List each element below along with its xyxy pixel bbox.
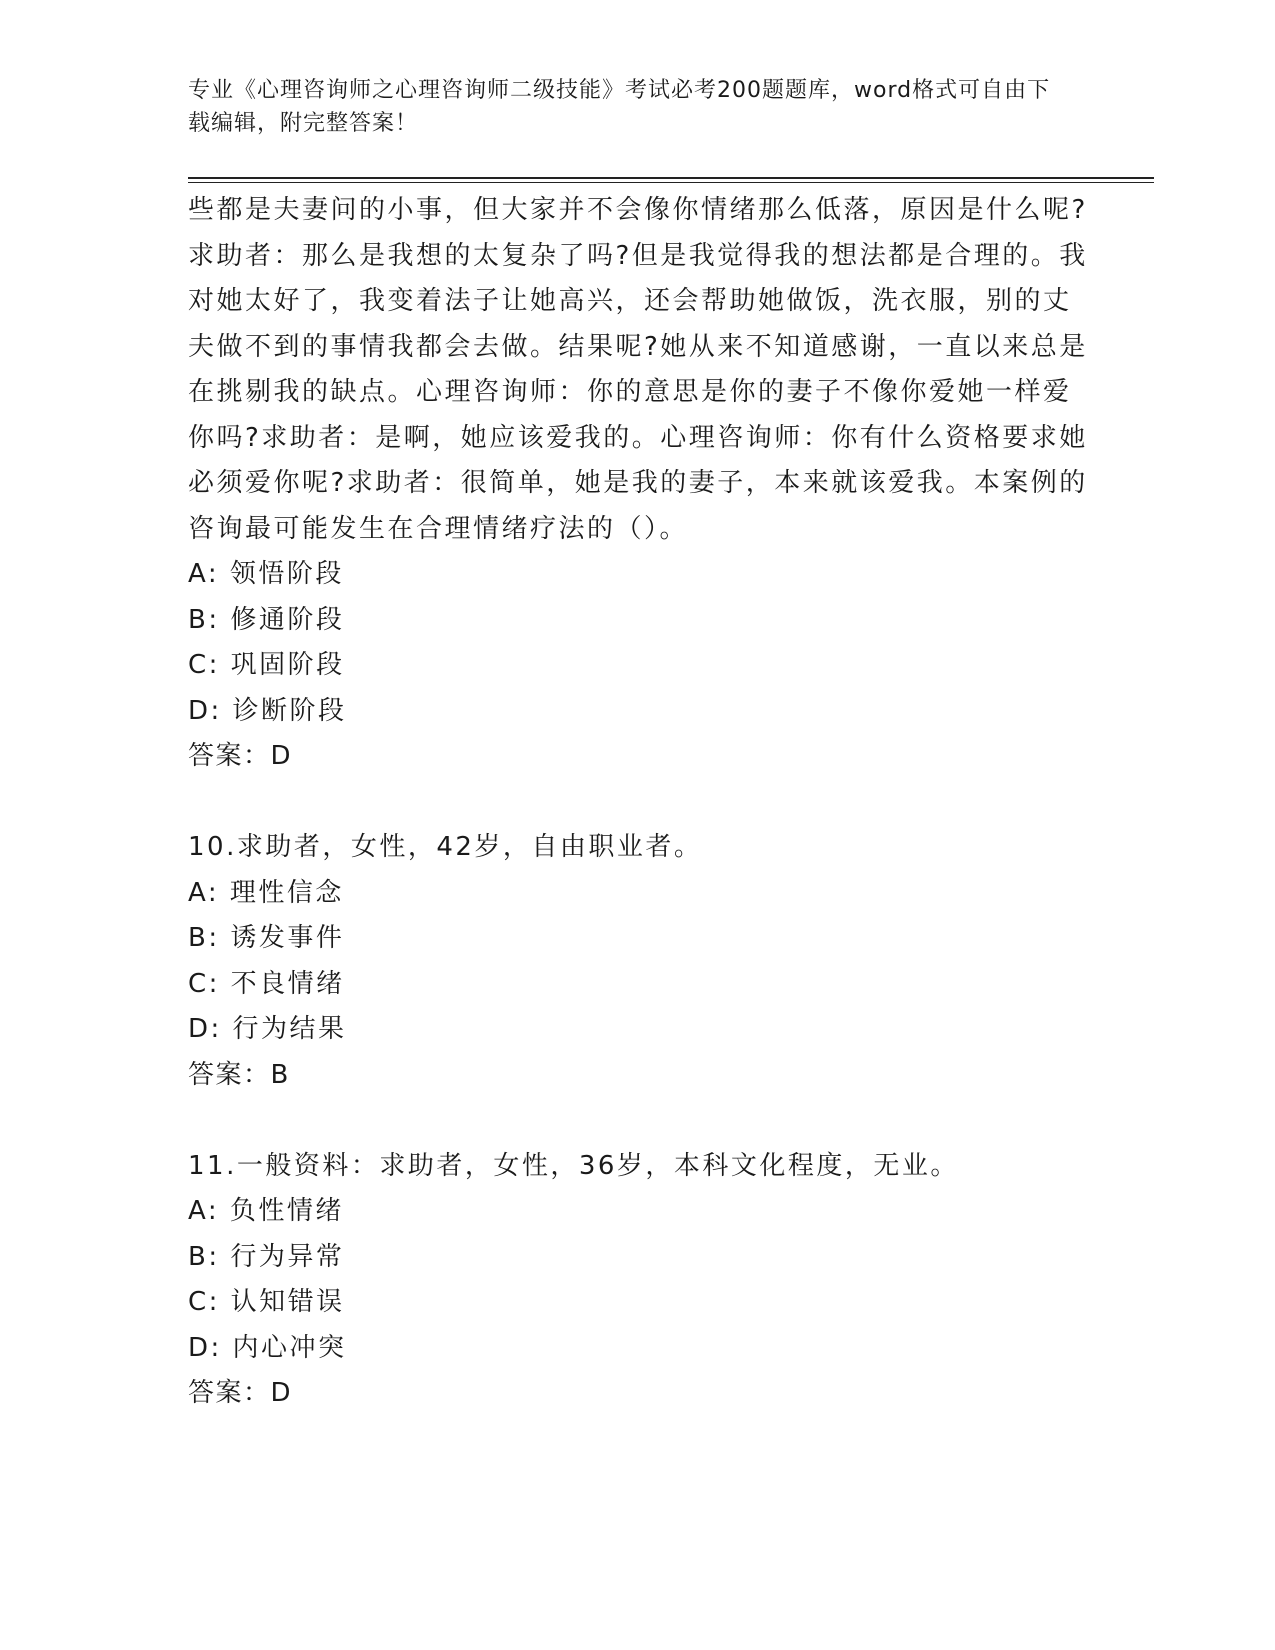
option-b: B: 行为异常 <box>188 1241 345 1272</box>
option-b: B: 修通阶段 <box>188 604 345 635</box>
question-10 <box>188 825 1088 1098</box>
question-continued <box>188 188 1088 780</box>
question-list <box>188 188 1088 1417</box>
answer: 答案：D <box>188 741 293 771</box>
page-header: 专业《心理咨询师之心理咨询师二级技能》考试必考200题题库，word格式可自由下载编辑，附完整答案！ <box>188 78 1051 136</box>
option-d: D: 诊断阶段 <box>188 695 347 726</box>
question-11 <box>188 1144 1088 1417</box>
spacer <box>188 1098 1088 1144</box>
option-c: C: 巩固阶段 <box>188 650 345 680</box>
question-text: 10.求助者，女性，42岁，自由职业者。 <box>188 832 703 862</box>
question-text: 些都是夫妻问的小事，但大家并不会像你情绪那么低落，原因是什么呢?求助者：那么是我想的太复杂了吗?但是我觉得我的想法都是合理的。我对她太好了，我变着法子让她高兴，还会帮助她做饭，洗衣服，别的丈夫做不到的事情我都会去做。结果呢?她从来不知道感谢，一直以来总是在挑剔我的缺点。心理咨询师：你的意思是你的妻子不像你爱她一样爱你吗?求助者：是啊，她应该爱我的。心理咨询师：你有什么资格要求她必须爱你呢?求助者：很简单，她是我的妻子，本来就该爱我。本案例的咨询最可能发生在合理情绪疗法的（）。 <box>188 195 1088 544</box>
answer: 答案：D <box>188 1378 293 1408</box>
question-text: 11.一般资料：求助者，女性，36岁，本科文化程度，无业。 <box>188 1150 959 1181</box>
option-c: C: 不良情绪 <box>188 968 345 999</box>
option-a: A: 领悟阶段 <box>188 559 344 589</box>
header-divider-thin <box>188 182 1154 183</box>
option-d: D: 内心冲突 <box>188 1332 347 1363</box>
option-c: C: 认知错误 <box>188 1287 345 1317</box>
option-a: A: 负性情绪 <box>188 1196 344 1226</box>
answer: 答案：B <box>188 1059 290 1090</box>
header-divider-thick <box>188 177 1154 179</box>
option-d: D: 行为结果 <box>188 1014 347 1044</box>
option-b: B: 诱发事件 <box>188 923 345 953</box>
spacer <box>188 780 1088 826</box>
option-a: A: 理性信念 <box>188 877 344 908</box>
